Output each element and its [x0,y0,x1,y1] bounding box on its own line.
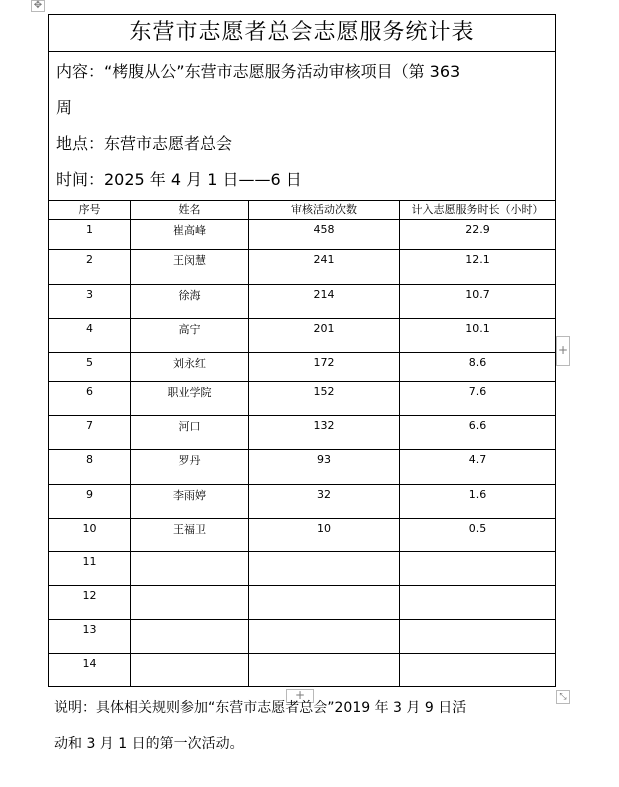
cell-hours: 22.9 [400,220,556,250]
cell-count: 214 [249,285,400,319]
cell-count: 458 [249,220,400,250]
info-location: 地点：东营市志愿者总会 [56,134,233,153]
cell-name [131,552,249,586]
cell-name: 王福卫 [131,519,249,552]
cell-hours: 6.6 [400,416,556,450]
cell-count: 152 [249,382,400,416]
cell-count [249,586,400,620]
cell-count: 241 [249,250,400,285]
table-row [49,654,556,687]
cell-hours [400,552,556,586]
cell-hours [400,620,556,654]
header-name: 姓名 [131,201,249,220]
cell-count [249,552,400,586]
table-row [49,353,556,382]
cell-count: 201 [249,319,400,353]
table-row [49,382,556,416]
cell-name [131,586,249,620]
cell-hours: 12.1 [400,250,556,285]
footnote [54,690,554,762]
cell-name: 崔高峰 [131,220,249,250]
cell-count: 10 [249,519,400,552]
cell-name: 王闵慧 [131,250,249,285]
cell-hours: 4.7 [400,450,556,485]
cell-name [131,620,249,654]
table-row [49,586,556,620]
table-row [49,285,556,319]
cell-num: 9 [49,485,131,519]
table-row [49,552,556,586]
cell-name: 徐海 [131,285,249,319]
cell-num: 8 [49,450,131,485]
cell-name: 职业学院 [131,382,249,416]
cell-hours: 8.6 [400,353,556,382]
add-row-plus-icon[interactable]: + [286,689,314,703]
cell-name: 罗丹 [131,450,249,485]
cell-num: 12 [49,586,131,620]
cell-num: 13 [49,620,131,654]
table-row [49,416,556,450]
footnote-line: 说明：具体相关规则参加“东营市志愿者总会”2019 年 3 月 9 日活 [54,700,467,716]
volunteer-stats-table [48,14,556,687]
cell-num: 4 [49,319,131,353]
cell-num: 3 [49,285,131,319]
cell-name: 李雨婷 [131,485,249,519]
table-title: 东营市志愿者总会志愿服务统计表 [49,15,556,52]
cell-num: 6 [49,382,131,416]
cell-hours: 0.5 [400,519,556,552]
table-move-icon[interactable]: ✥ [31,0,45,12]
cell-hours [400,654,556,687]
cell-num: 2 [49,250,131,285]
cell-num: 10 [49,519,131,552]
info-content-line: 内容：“栲腹从公”东营市志愿服务活动审核项目（第 363 [56,62,461,81]
cell-count: 93 [249,450,400,485]
table-row [49,250,556,285]
footnote-line-cont: 动和 3 月 1 日的第一次活动。 [54,736,244,752]
cell-hours: 7.6 [400,382,556,416]
header-hours: 计入志愿服务时长（小时） [400,201,556,220]
cell-count: 172 [249,353,400,382]
cell-name: 高宁 [131,319,249,353]
table-row [49,485,556,519]
cell-name: 河口 [131,416,249,450]
cell-num: 14 [49,654,131,687]
cell-hours: 10.1 [400,319,556,353]
info-time: 时间：2025 年 4 月 1 日——6 日 [56,170,302,189]
table-row [49,319,556,353]
cell-num: 5 [49,353,131,382]
cell-count [249,654,400,687]
info-content-line-cont: 周 [56,98,73,117]
cell-name: 刘永红 [131,353,249,382]
cell-num: 1 [49,220,131,250]
table-row [49,620,556,654]
cell-hours [400,586,556,620]
cell-count: 32 [249,485,400,519]
table-row [49,220,556,250]
cell-hours: 1.6 [400,485,556,519]
table-row [49,450,556,485]
cell-name [131,654,249,687]
cell-num: 11 [49,552,131,586]
cell-num: 7 [49,416,131,450]
cell-hours: 10.7 [400,285,556,319]
add-column-plus-icon[interactable]: + [556,336,570,366]
header-row [49,201,556,220]
header-count: 审核活动次数 [249,201,400,220]
table-row [49,519,556,552]
table-resize-icon[interactable]: ⤡ [556,690,570,704]
cell-count: 132 [249,416,400,450]
header-num: 序号 [49,201,131,220]
cell-count [249,620,400,654]
info-block [49,52,556,201]
